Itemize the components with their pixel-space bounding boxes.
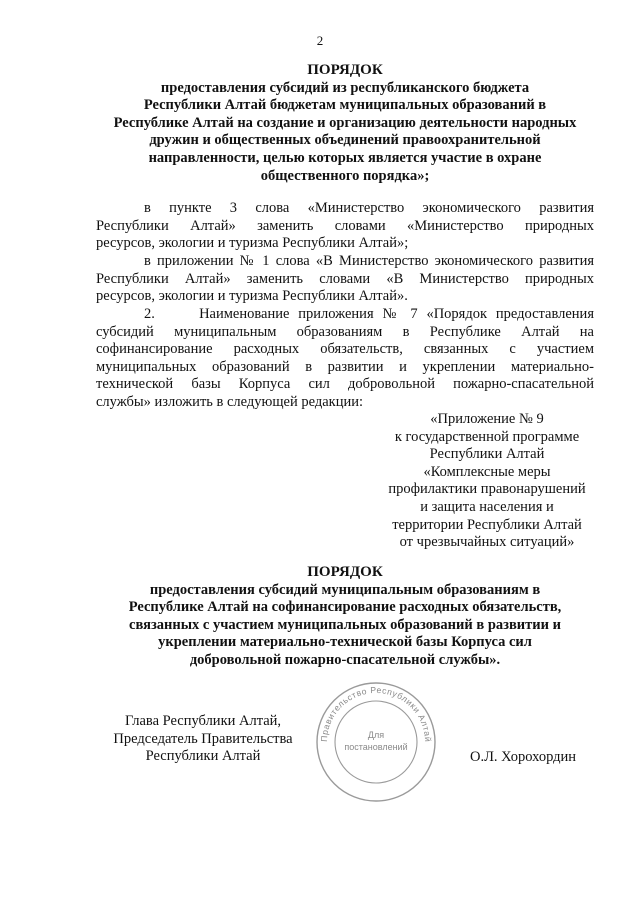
paragraph-line: Республики Алтай» заменить словами «В Министерство природных (96, 270, 594, 287)
paragraph-line: муниципальных образований в развитии и укреплении материально- (96, 358, 594, 375)
header-title: ПОРЯДОК (307, 62, 383, 78)
paragraph-line: субсидий муниципальным образованиям в Республике Алтай на (96, 323, 594, 340)
signatory-position (108, 713, 298, 766)
paragraph-line: ресурсов, экологии и туризма Республики Алтай»; (96, 235, 409, 252)
seal-center-line: Для (367, 730, 385, 740)
paragraph-line: технической базы Корпуса сил добровольной пожарно-спасательной (96, 376, 594, 393)
appendix-line: Республики Алтай (429, 446, 545, 463)
header-line: дружин и общественных объединений правоохранительной (149, 132, 541, 149)
order-line: связанных с участием муниципальных образований в развитии и (129, 616, 561, 633)
appendix-line: «Приложение № 9 (430, 411, 544, 427)
seal-ring-text: Правительство Республики Алтай (318, 684, 434, 743)
paragraph-line: 2. Наименование приложения № 7 «Порядок предоставления (144, 306, 594, 322)
paragraph-line: службы» изложить в следующей редакции: (96, 393, 364, 410)
signatory-name: О.Л. Хорохордин (470, 749, 577, 765)
signatory-line: Республики Алтай (145, 748, 261, 765)
header-line: общественного порядка»; (260, 167, 430, 184)
appendix-line: профилактики правонарушений (388, 481, 586, 498)
header-line: Республики Алтай бюджетам муниципальных образований в (143, 97, 547, 114)
appendix-line: от чрезвычайных ситуаций» (399, 534, 575, 551)
paragraph-line: ресурсов, экологии и туризма Республики Алтай». (96, 288, 408, 305)
signatory-line: Глава Республики Алтай, (124, 713, 282, 729)
paragraph-appendix-1 (96, 253, 594, 306)
appendix-line: территории Республики Алтай (392, 516, 582, 533)
paragraph-line: Республики Алтай» заменить словами «Министерство природных (96, 217, 594, 234)
paragraph-line: в приложении № 1 слова «В Министерство экономического развития (144, 253, 594, 269)
official-seal (314, 680, 438, 804)
signatory-line: Председатель Правительства (113, 730, 293, 747)
paragraph-line: в пункте 3 слова «Министерство экономического развития (144, 200, 594, 216)
order-line: предоставления субсидий муниципальным образованиям в (149, 581, 541, 598)
appendix-reference (380, 411, 594, 552)
paragraph-item-2 (96, 306, 594, 412)
paragraph-line: софинансирование расходных обязательств, связанных с участием (96, 341, 594, 358)
order-line: Республике Алтай на софинансирование расходных обязательств, (128, 599, 562, 616)
paragraph-point-3 (96, 200, 594, 253)
order-line: укреплении материально-технической базы Корпуса сил (158, 634, 532, 651)
header-line: Республике Алтай на создание и организацию деятельности народных (113, 114, 577, 131)
header-line: предоставления субсидий из республиканского бюджета (160, 79, 530, 96)
order-header-previous (96, 62, 594, 185)
appendix-line: «Комплексные меры (423, 463, 551, 480)
appendix-line: к государственной программе (394, 428, 580, 445)
order-header-new (96, 564, 594, 670)
seal-center-line: постановлений (344, 742, 408, 752)
order-title: ПОРЯДОК (307, 564, 383, 580)
page-number: 2 (316, 33, 324, 48)
order-line: добровольной пожарно-спасательной службы». (189, 651, 501, 668)
appendix-line: и защита населения и (420, 498, 554, 515)
header-line: направленности, целью которых является участие в охране (148, 149, 542, 166)
